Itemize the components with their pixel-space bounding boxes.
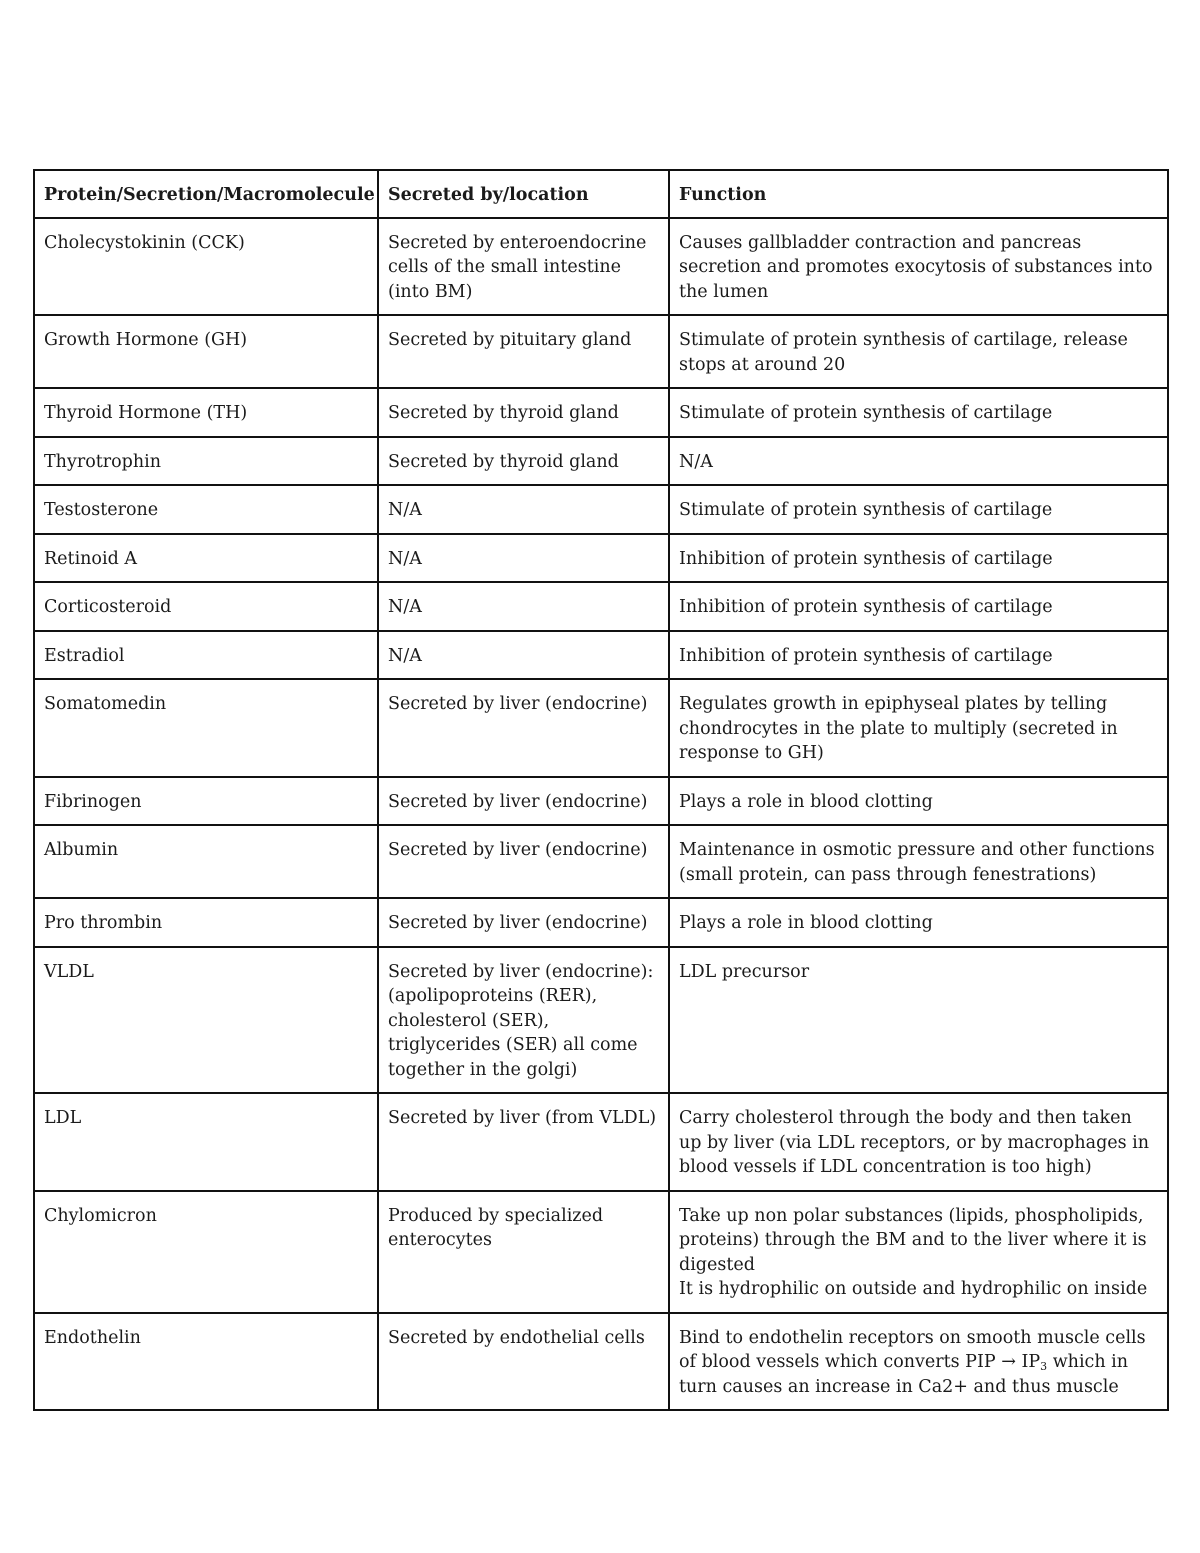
cell-function xyxy=(669,1313,1168,1411)
cell-name: Fibrinogen xyxy=(34,777,378,826)
cell-function xyxy=(669,631,1168,680)
cell-location: N/A xyxy=(378,534,669,583)
table-row xyxy=(34,437,1168,486)
cell-name: Albumin xyxy=(34,825,378,898)
cell-function xyxy=(669,947,1168,1094)
cell-name: Thyrotrophin xyxy=(34,437,378,486)
cell-function xyxy=(669,777,1168,826)
table-row xyxy=(34,947,1168,1094)
cell-location: Secreted by enteroendocrine cells of the small intestine (into BM) xyxy=(378,218,669,316)
function-text: Stimulate of protein synthesis of cartilage, release stops at around 20 xyxy=(679,330,1128,375)
cell-name: Testosterone xyxy=(34,485,378,534)
header-protein: Protein/Secretion/Macromolecule xyxy=(34,170,378,218)
function-text: Take up non polar substances (lipids, phospholipids, proteins) through the BM and to the liver where it is digested xyxy=(679,1205,1147,1275)
cell-function xyxy=(669,218,1168,316)
table-row xyxy=(34,825,1168,898)
cell-name: Somatomedin xyxy=(34,679,378,777)
table-row xyxy=(34,1191,1168,1313)
cell-name: VLDL xyxy=(34,947,378,1094)
cell-function xyxy=(669,534,1168,583)
function-text: Causes gallbladder contraction and pancreas secretion and promotes exocytosis of substances into the lumen xyxy=(679,232,1153,302)
function-text: Carry cholesterol through the body and then taken up by liver (via LDL receptors, or by macrophages in blood vessels if LDL concentration is too high) xyxy=(679,1108,1150,1177)
table-row xyxy=(34,582,1168,631)
cell-location: Secreted by pituitary gland xyxy=(378,315,669,388)
cell-location: Produced by specialized enterocytes xyxy=(378,1191,669,1313)
table-row xyxy=(34,679,1168,777)
cell-location: Secreted by liver (endocrine): (apolipoproteins (RER), cholesterol (SER), triglycerides (SER) all come together in the golgi) xyxy=(378,947,669,1094)
table-row xyxy=(34,1313,1168,1411)
cell-function xyxy=(669,388,1168,437)
cell-location: Secreted by liver (endocrine) xyxy=(378,679,669,777)
cell-location: N/A xyxy=(378,485,669,534)
function-text: Stimulate of protein synthesis of cartilage xyxy=(679,403,1053,423)
cell-location: Secreted by thyroid gland xyxy=(378,437,669,486)
table-row xyxy=(34,388,1168,437)
cell-location: Secreted by liver (endocrine) xyxy=(378,825,669,898)
cell-function xyxy=(669,825,1168,898)
cell-function xyxy=(669,485,1168,534)
function-text: N/A xyxy=(679,451,713,472)
cell-location: N/A xyxy=(378,582,669,631)
function-text-part: which in turn causes an increase in Ca2+ and thus muscle xyxy=(679,1352,1129,1397)
cell-name: Retinoid A xyxy=(34,534,378,583)
function-text: Plays a role in blood clotting xyxy=(679,791,933,812)
cell-name: LDL xyxy=(34,1093,378,1191)
function-text: Inhibition of protein synthesis of cartilage xyxy=(679,597,1053,617)
cell-location: Secreted by liver (endocrine) xyxy=(378,898,669,947)
table-body xyxy=(34,218,1168,1411)
cell-name: Corticosteroid xyxy=(34,582,378,631)
cell-function xyxy=(669,1093,1168,1191)
cell-name: Estradiol xyxy=(34,631,378,680)
table-row xyxy=(34,898,1168,947)
table-row xyxy=(34,218,1168,316)
cell-name: Thyroid Hormone (TH) xyxy=(34,388,378,437)
cell-location: N/A xyxy=(378,631,669,680)
table-row xyxy=(34,777,1168,826)
table-row xyxy=(34,485,1168,534)
function-text: Plays a role in blood clotting xyxy=(679,913,933,933)
table-row xyxy=(34,534,1168,583)
function-text: LDL precursor xyxy=(679,961,810,982)
function-text: Stimulate of protein synthesis of cartilage xyxy=(679,500,1053,520)
table-row xyxy=(34,315,1168,388)
cell-function xyxy=(669,582,1168,631)
hormone-table xyxy=(33,169,1169,1411)
cell-name: Endothelin xyxy=(34,1313,378,1411)
cell-location: Secreted by endothelial cells xyxy=(378,1313,669,1411)
function-text: Inhibition of protein synthesis of cartilage xyxy=(679,548,1053,569)
table-header xyxy=(34,170,1168,218)
cell-location: Secreted by liver (from VLDL) xyxy=(378,1093,669,1191)
cell-function xyxy=(669,315,1168,388)
function-text-part: Bind to endothelin receptors on smooth muscle cells of blood vessels which converts PIP → IP xyxy=(679,1327,1146,1372)
cell-location: Secreted by liver (endocrine) xyxy=(378,777,669,826)
cell-name: Growth Hormone (GH) xyxy=(34,315,378,388)
header-function: Function xyxy=(669,170,1168,218)
header-row xyxy=(34,170,1168,218)
table-row xyxy=(34,1093,1168,1191)
function-text xyxy=(679,1326,1158,1400)
header-location: Secreted by/location xyxy=(378,170,669,218)
cell-name: Cholecystokinin (CCK) xyxy=(34,218,378,316)
subscript: 3 xyxy=(1040,1360,1048,1373)
cell-function xyxy=(669,1191,1168,1313)
table-row xyxy=(34,631,1168,680)
cell-location: Secreted by thyroid gland xyxy=(378,388,669,437)
cell-function xyxy=(669,679,1168,777)
cell-name: Pro thrombin xyxy=(34,898,378,947)
cell-function xyxy=(669,437,1168,486)
cell-function xyxy=(669,898,1168,947)
function-text: It is hydrophilic on outside and hydrophilic on inside xyxy=(679,1279,1148,1299)
function-text: Regulates growth in epiphyseal plates by telling chondrocytes in the plate to multiply (secreted in response to GH) xyxy=(679,694,1118,763)
function-text: Maintenance in osmotic pressure and other functions (small protein, can pass through fenestrations) xyxy=(679,840,1155,885)
cell-name: Chylomicron xyxy=(34,1191,378,1313)
function-text: Inhibition of protein synthesis of cartilage xyxy=(679,645,1053,666)
